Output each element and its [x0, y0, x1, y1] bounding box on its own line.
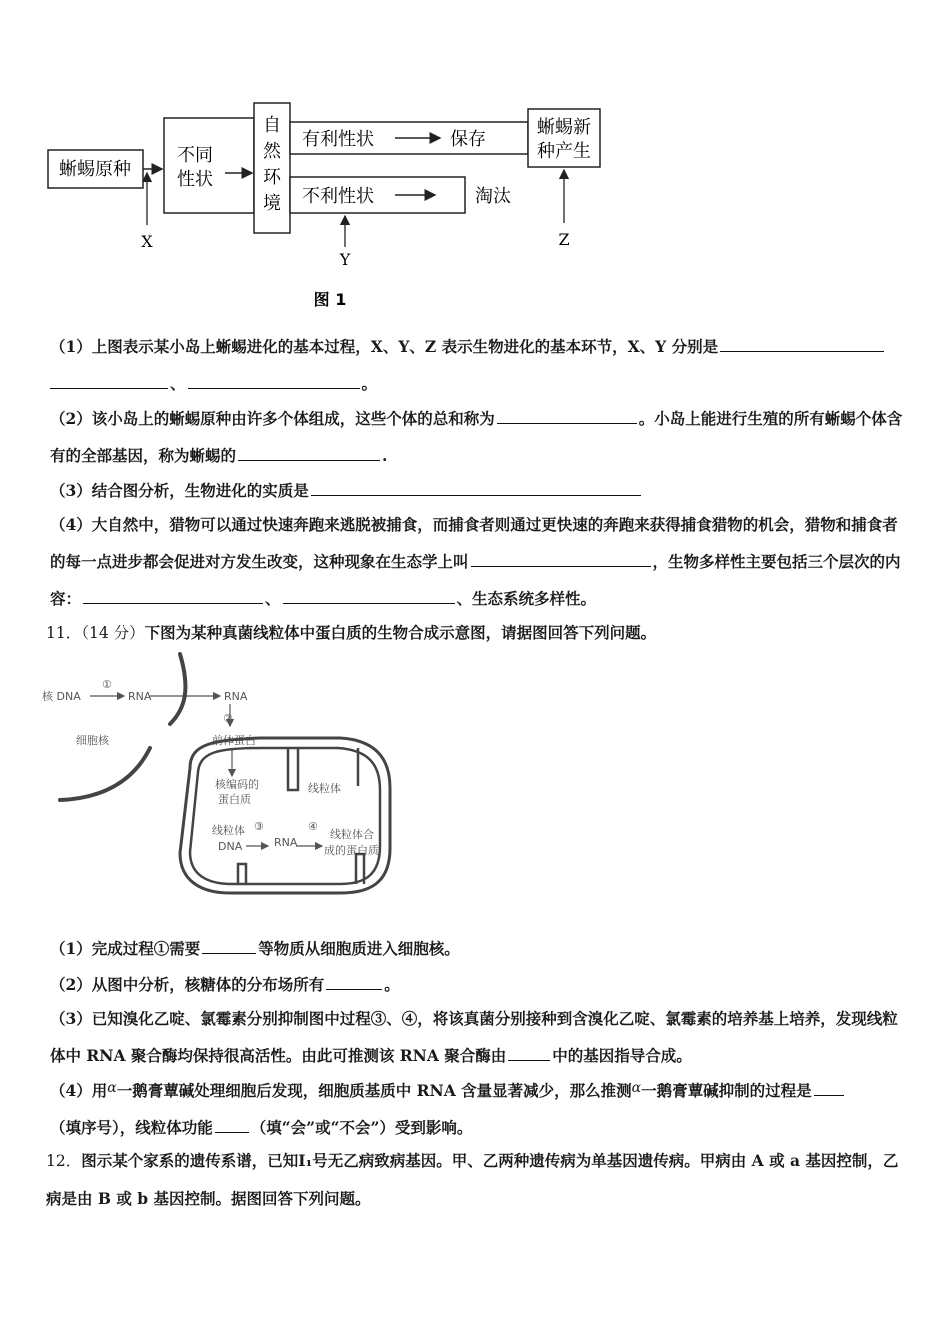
q10-p4-text-d: 、生态系统多样性。 — [456, 589, 597, 608]
label-x: X — [141, 232, 153, 251]
nuclear-encoded-label-2: 蛋白质 — [218, 793, 251, 806]
q10-p1-text: （1）上图表示某小岛上蜥蜴进化的基本过程，X、Y、Z 表示生物进化的基本环节，X、Y 分别是 — [50, 337, 719, 356]
label-z: Z — [558, 230, 570, 249]
step-2-label: ② — [223, 712, 233, 725]
q11-p1-text-b: 等物质从细胞质进入细胞核。 — [258, 939, 460, 958]
favorable-label: 有利性状 — [302, 129, 374, 150]
q11-p2-text-b: 。 — [384, 975, 400, 994]
new-species-label-1: 蜥蜴新 — [537, 117, 591, 138]
q10-part4 — [50, 506, 906, 617]
q11-part4 — [50, 1070, 906, 1146]
q10-p2-text-a: （2）该小岛上的蜥蜴原种由许多个体组成，这些个体的总和称为 — [50, 409, 495, 428]
env-char-2: 然 — [263, 141, 281, 162]
answer-blank[interactable] — [83, 602, 263, 604]
q11-heading-text: 下图为某种真菌线粒体中蛋白质的生物合成示意图，请据图回答下列问题。 — [144, 623, 657, 642]
eliminate-label: 淘汰 — [475, 186, 511, 207]
env-char-3: 环 — [263, 167, 281, 188]
q10-p2-text-b: 。小岛上能进行生殖的所有蜥蜴个体含有的全部基因，称为蜥蜴的 — [50, 409, 903, 465]
figure-2-mito-protein-synthesis — [40, 648, 400, 898]
q12-number: 12． — [46, 1152, 82, 1170]
q11-p3-text-a: （3）已知溴化乙啶、氯霉素分别抑制图中过程③、④，将该真菌分别接种到含溴化乙啶、氯霉素的培养基上培养，发现线粒体中 RNA 聚合酶均保持很高活性。由此可推测该 RNA 聚合酶由 — [50, 1009, 898, 1065]
rna-label-1: RNA — [128, 690, 152, 703]
alpha-symbol: α — [631, 1080, 642, 1096]
step-1-label: ① — [102, 678, 112, 691]
step-4-label: ④ — [308, 820, 318, 833]
mito-dna-label-2: DNA — [218, 840, 243, 853]
answer-blank[interactable] — [311, 494, 641, 496]
q11-p2-text-a: （2）从图中分析，核糖体的分布场所有 — [50, 975, 325, 994]
q10-part3 — [50, 472, 906, 509]
q10-p4-text-c: 、 — [265, 589, 281, 608]
q11-p4-text-c: 一鹅膏蕈碱抑制的过程是 — [641, 1081, 812, 1100]
answer-blank[interactable] — [238, 459, 380, 461]
q12-text: 图示某个家系的遗传系谱，已知Ⅰ₁号无乙病致病基因。甲、乙两种遗传病为单基因遗传病。甲病由 A 或 a 基因控制，乙病是由 B 或 b 基因控制。据图回答下列问题。 — [46, 1151, 899, 1208]
q11-p4-text-e: （填“会”或“不会”）受到影响。 — [250, 1118, 473, 1137]
unfavorable-label: 不利性状 — [302, 186, 374, 207]
q11-p1-text-a: （1）完成过程①需要 — [50, 939, 201, 958]
q10-p4-text-a: （4）大自然中，猎物可以通过快速奔跑来逃脱被捕食，而捕食者则通过更快速的奔跑来获得捕食猎物的机会，猎物和捕食者的每一点进步都会促进对方发生改变，这种现象在生态学上叫 — [50, 515, 898, 571]
nucleus-label: 细胞核 — [76, 734, 109, 747]
q11-heading — [46, 614, 906, 652]
q11-part3 — [50, 1000, 906, 1074]
answer-blank[interactable] — [497, 422, 637, 424]
q10-p4-text-b: ，生物多样性主要包括三个层次的内容： — [50, 552, 901, 608]
answer-blank[interactable] — [508, 1059, 550, 1061]
answer-blank[interactable] — [202, 952, 256, 954]
q10-part2 — [50, 400, 906, 474]
figure-1-caption: 图 1 — [313, 290, 347, 309]
label-y: Y — [339, 250, 351, 269]
mito-protein-label-1: 线粒体合 — [330, 828, 374, 841]
env-char-1: 自 — [263, 115, 281, 136]
answer-blank[interactable] — [215, 1131, 249, 1133]
variation-label-1: 不同 — [177, 145, 213, 166]
answer-blank[interactable] — [471, 565, 651, 567]
figure-1-evolution-diagram — [40, 95, 620, 315]
env-char-4: 境 — [263, 193, 281, 214]
q10-p3-text: （3）结合图分析，生物进化的实质是 — [50, 481, 309, 500]
preserve-label: 保存 — [450, 129, 486, 150]
answer-blank[interactable] — [283, 602, 455, 604]
q11-p3-text-b: 中的基因指导合成。 — [552, 1046, 692, 1065]
q11-part1 — [50, 930, 906, 967]
new-species-label-2: 种产生 — [537, 141, 591, 162]
answer-blank[interactable] — [814, 1094, 844, 1096]
answer-blank[interactable] — [720, 350, 884, 352]
q11-p4-text-d: （填序号），线粒体功能 — [50, 1118, 213, 1137]
q11-p4-text-b: 一鹅膏蕈碱处理细胞后发现，细胞质基质中 RNA 含量显著减少，那么推测 — [116, 1081, 632, 1100]
species-original-label: 蜥蜴原种 — [59, 159, 131, 180]
nuclear-dna-label: 核 DNA — [42, 690, 81, 703]
separator: 、 — [170, 374, 186, 393]
rna-label-3: RNA — [274, 836, 298, 849]
step-3-label: ③ — [254, 820, 264, 833]
nuclear-encoded-label-1: 核编码的 — [215, 778, 259, 791]
variation-label-2: 性状 — [177, 169, 213, 190]
answer-blank[interactable] — [50, 387, 168, 389]
precursor-protein-label: 前体蛋白 — [212, 734, 256, 747]
mitochondrion-label: 线粒体 — [308, 782, 341, 795]
answer-blank[interactable] — [326, 988, 382, 990]
q10-part1 — [50, 328, 906, 402]
q12-paragraph — [46, 1142, 906, 1217]
q10-p2-text-c: . — [382, 446, 388, 465]
period: 。 — [361, 374, 378, 393]
mito-protein-label-2: 成的蛋白质 — [324, 844, 379, 857]
alpha-symbol: α — [107, 1080, 117, 1096]
q11-p4-text-a: （4）用 — [50, 1081, 108, 1100]
q11-part2 — [50, 966, 906, 1003]
mito-dna-label-1: 线粒体 — [212, 824, 245, 837]
q11-number: 11．（14 分） — [46, 624, 145, 642]
rna-label-2: RNA — [224, 690, 248, 703]
answer-blank[interactable] — [188, 387, 360, 389]
